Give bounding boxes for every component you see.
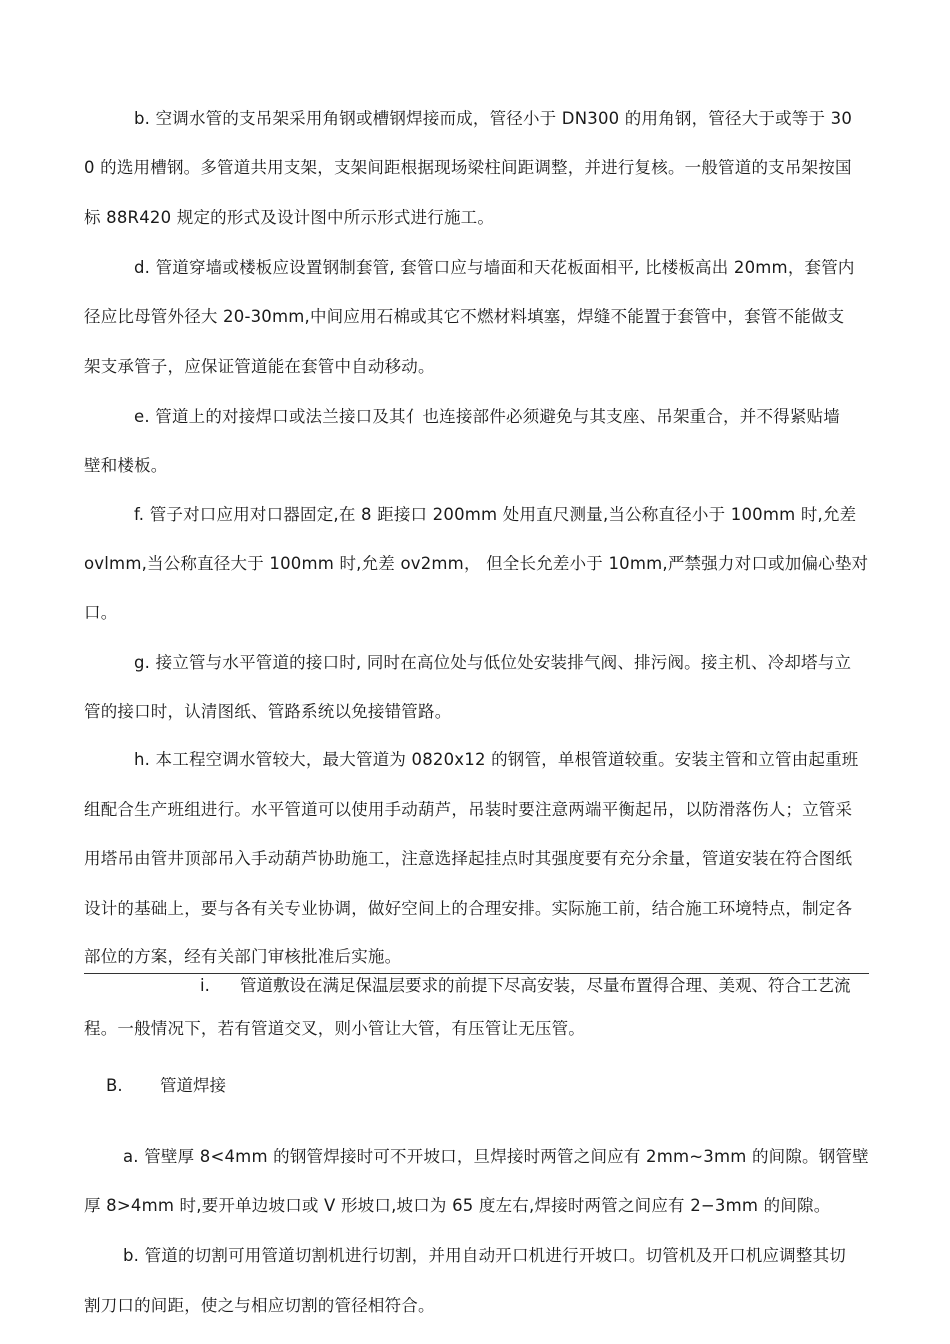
- para-h-line-1: h. 本工程空调水管较大，最大管道为 0820x12 的钢管，单根管道较重。安装主管和立管由起重班: [134, 750, 859, 769]
- horizontal-divider: [84, 973, 869, 974]
- para-b-line-3: 标 88R420 规定的形式及设计图中所示形式进行施工。: [84, 208, 495, 227]
- para-h-line-5: 部位的方案，经有关部门审核批准后实施。: [84, 947, 402, 966]
- weld-a-line-2: 厚 8>4mm 时,要开单边坡口或 V 形坡口,坡口为 65 度左右,焊接时两管之间应有 2−3mm 的间隙。: [84, 1196, 831, 1215]
- para-b-line-2: 0 的选用槽钢。多管道共用支架，支架间距根据现场梁柱间距调整，并进行复核。一般管道的支吊架按国: [84, 158, 852, 177]
- section-b-marker: B.: [106, 1076, 123, 1095]
- para-h-line-3: 用塔吊由管井顶部吊入手动葫芦协助施工，注意选择起挂点时其强度要有充分余量，管道安装在符合图纸: [84, 849, 853, 868]
- para-g-line-1: g. 接立管与水平管道的接口时, 同时在高位处与低位处安装排气阀、排污阀。接主机、冷却塔与立: [134, 653, 852, 672]
- para-i-line-1: 管道敷设在满足保温层要求的前提下尽高安装，尽量布置得合理、美观、符合工艺流: [240, 976, 851, 995]
- para-d-line-1: d. 管道穿墙或楼板应设置钢制套管, 套管口应与墙面和天花板面相平, 比楼板高出 20mm，套管内: [134, 258, 855, 277]
- para-i-line-2: 程。一般情况下，若有管道交叉，则小管让大管，有压管让无压管。: [84, 1019, 585, 1038]
- para-d-line-3: 架支承管子，应保证管道能在套管中自动移动。: [84, 357, 435, 376]
- para-d-line-2: 径应比母管外径大 20-30mm,中间应用石棉或其它不燃材料填塞，焊缝不能置于套管中，套管不能做支: [84, 307, 845, 326]
- para-b-line-1: b. 空调水管的支吊架采用角钢或槽钢焊接而成，管径小于 DN300 的用角钢，管径大于或等于 30: [134, 109, 853, 128]
- section-b-title: 管道焊接: [160, 1076, 226, 1095]
- weld-a-line-1: a. 管壁厚 8<4mm 的钢管焊接时可不开坡口，旦焊接时两管之间应有 2mm~3mm 的间隙。钢管壁: [123, 1147, 869, 1166]
- weld-b-line-1: b. 管道的切割可用管道切割机进行切割，并用自动开口机进行开坡口。切管机及开口机应调整其切: [123, 1246, 846, 1265]
- para-i-marker: i.: [200, 976, 210, 995]
- para-h-line-2: 组配合生产班组进行。水平管道可以使用手动葫芦，吊装时要注意两端平衡起吊，以防滑落伤人；立管采: [84, 800, 853, 819]
- para-e-line-1: e. 管道上的对接焊口或法兰接口及其亻也连接部件必须避免与其支座、吊架重合，并不得紧贴墙: [134, 407, 840, 426]
- para-e-line-2: 壁和楼板。: [84, 456, 168, 475]
- para-f-line-3: 口。: [84, 603, 118, 622]
- para-g-line-2: 管的接口时，认清图纸、管路系统以免接错管路。: [84, 702, 452, 721]
- para-f-line-1: f. 管子对口应用对口器固定,在 8 距接口 200mm 处用直尺测量,当公称直径小于 100mm 时,允差: [134, 505, 857, 524]
- para-f-line-2: ovlmm,当公称直径大于 100mm 时,允差 ov2mm， 但全长允差小于 10mm,严禁强力对口或加偏心垫对: [84, 554, 869, 573]
- para-h-line-4: 设计的基础上，要与各有关专业协调，做好空间上的合理安排。实际施工前，结合施工环境特点，制定各: [84, 899, 853, 918]
- weld-b-line-2: 割刀口的间距，使之与相应切割的管径相符合。: [84, 1296, 435, 1315]
